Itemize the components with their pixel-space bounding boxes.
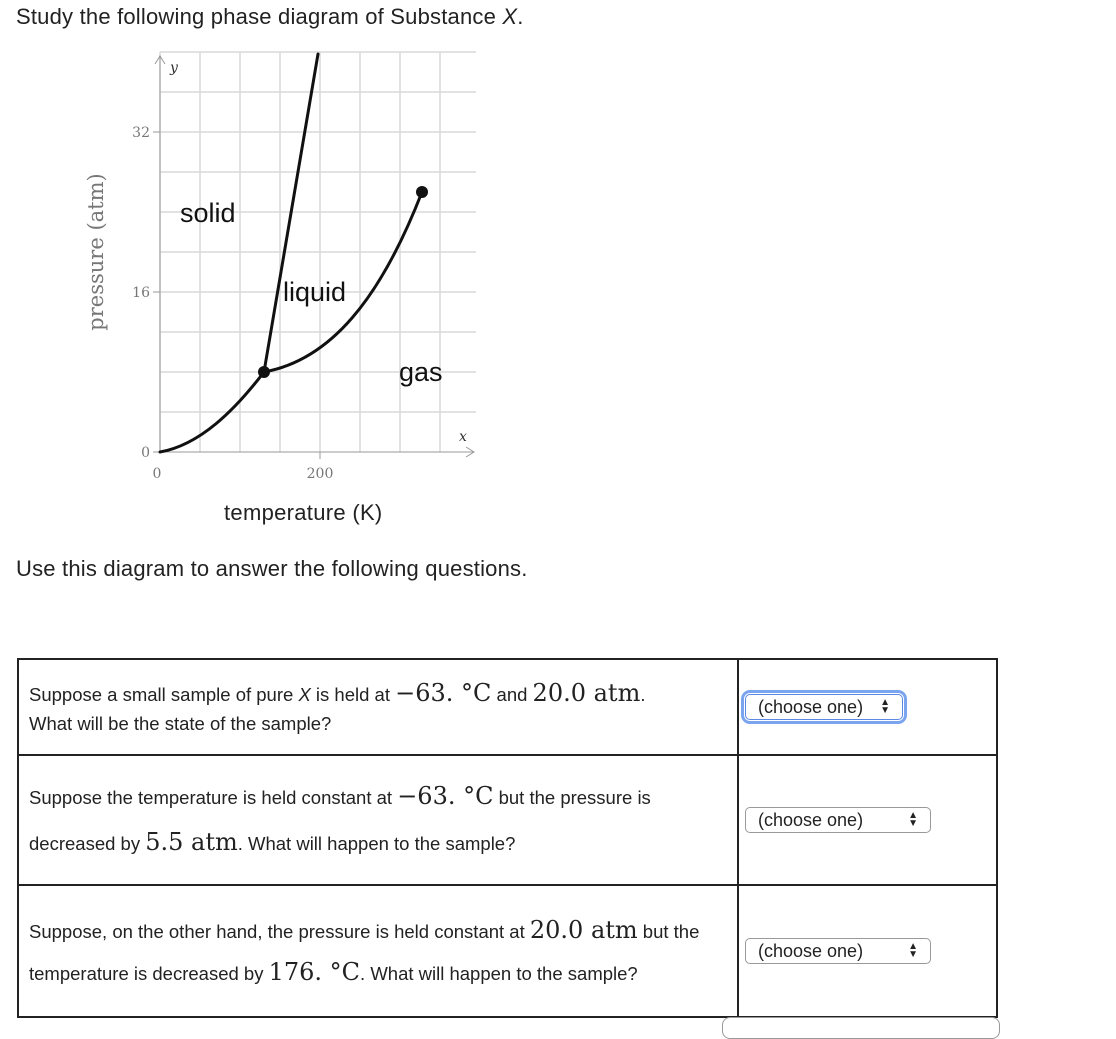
question-3-select[interactable] [745, 938, 931, 964]
phase-diagram [0, 40, 520, 500]
question-3-select-value: (choose one) [758, 940, 864, 961]
questions-table [17, 658, 998, 1018]
y-tick-16: 16 [132, 285, 150, 301]
select-arrows-icon: ▲ ▼ [880, 697, 890, 716]
x-tick-0: 0 [152, 466, 162, 482]
x-axis-letter: x [459, 429, 467, 445]
question-1-select-value: (choose one) [758, 696, 864, 717]
question-1-select[interactable] [745, 694, 903, 720]
y-axis-letter: y [170, 60, 178, 76]
select-arrows-icon: ▲ ▼ [908, 941, 918, 960]
region-label-liquid: liquid [283, 277, 347, 307]
critical-point [416, 186, 428, 198]
question-row-2 [18, 755, 997, 885]
question-2-text: Suppose the temperature is held constant at −63. °C but the pressure is decreased by 5.5 atm. What will happen to the sample? [18, 755, 738, 885]
y-tick-0: 0 [141, 445, 150, 461]
y-tick-32: 32 [132, 125, 150, 141]
x-tick-200: 200 [306, 466, 334, 482]
question-2-answer-cell [738, 755, 997, 885]
next-element-edge [722, 1017, 1000, 1039]
question-1-text: Suppose a small sample of pure X is held at −63. °C and 20.0 atm. What will be the state of the sample? [18, 659, 738, 755]
intro-text: Study the following phase diagram of Substance X. [16, 4, 524, 29]
question-1-answer-cell [738, 659, 997, 755]
question-2-select[interactable] [745, 807, 931, 833]
question-row-1 [18, 659, 997, 755]
select-arrows-icon: ▲ ▼ [908, 810, 918, 829]
x-axis-title: temperature (K) [224, 500, 383, 525]
region-label-solid: solid [180, 198, 236, 228]
instructions-text: Use this diagram to answer the following questions. [16, 556, 528, 581]
question-3-answer-cell [738, 885, 997, 1017]
axes [153, 56, 474, 459]
question-3-text: Suppose, on the other hand, the pressure is held constant at 20.0 atm but the temperature is decreased by 176. °C. What will happen to the sample? [18, 885, 738, 1017]
triple-point [258, 366, 270, 378]
grid [160, 52, 476, 452]
question-row-3 [18, 885, 997, 1017]
melting-curve [264, 54, 318, 372]
question-2-select-value: (choose one) [758, 809, 864, 830]
region-label-gas: gas [399, 357, 443, 387]
y-axis-title: pressure (atm) [84, 173, 108, 331]
